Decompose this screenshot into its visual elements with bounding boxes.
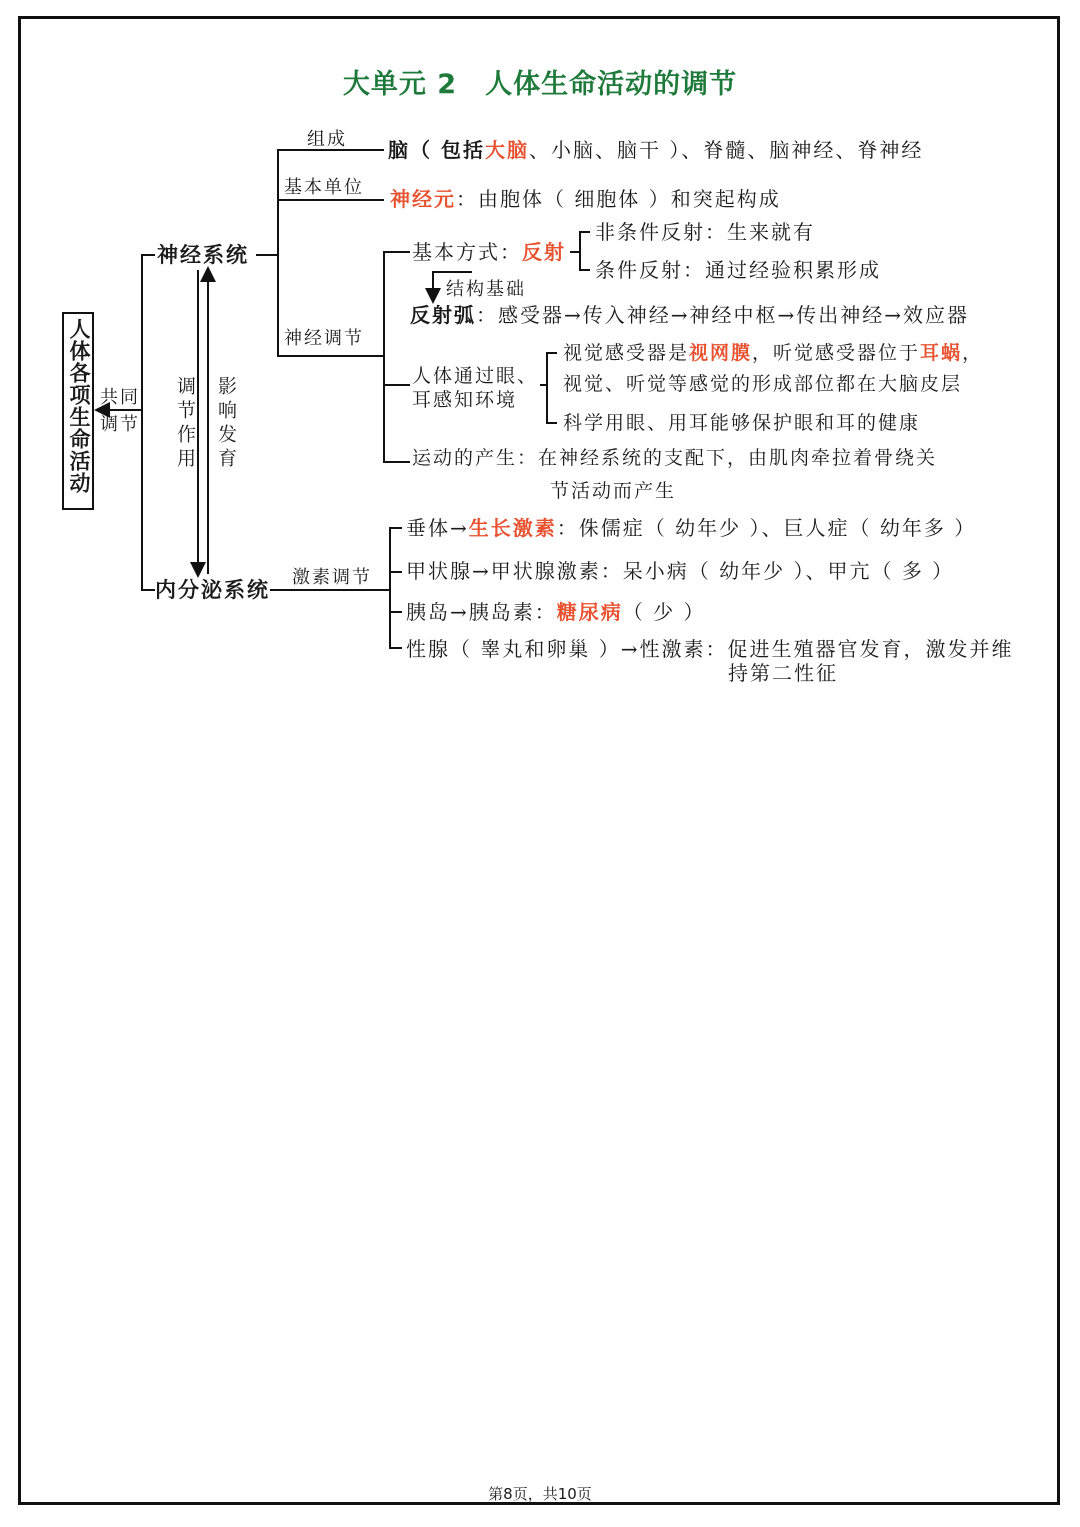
common-label-2: 调节: [100, 414, 140, 435]
structure-basis-label: 结构基础: [446, 279, 526, 300]
movement-line-2: 节活动而产生: [550, 480, 677, 502]
senses-label-1: 人体通过眼、: [412, 365, 539, 387]
sense-protect: 科学用眼、用耳能够保护眼和耳的健康: [563, 412, 921, 434]
nervous-system-label: 神经系统: [157, 243, 249, 267]
thyroid-row: 甲状腺→甲状腺激素：呆小病（ 幼年少 ）、甲亢（ 多 ）: [406, 559, 955, 583]
page-title: 大单元 2 人体生命活动的调节: [342, 69, 738, 100]
sense-cortex: 视觉、听觉等感觉的形成部位都在大脑皮层: [563, 373, 963, 395]
highlight-reflex: 反射: [522, 240, 566, 264]
unconditioned-reflex: 非条件反射：生来就有: [595, 220, 815, 244]
senses-label-2: 耳感知环境: [412, 389, 518, 411]
gonads-row-2: 持第二性征: [728, 661, 838, 685]
gonads-row-1: 性腺（ 睾丸和卵巢 ）→性激素：促进生殖器官发育，激发并维: [406, 637, 1014, 661]
page-number: 第8页，共10页: [488, 1485, 592, 1503]
highlight-retina: 视网膜: [689, 342, 753, 364]
highlight-diabetes: 糖尿病: [556, 600, 623, 624]
neural-regulation-label: 神经调节: [284, 328, 364, 349]
common-label-1: 共同: [100, 387, 140, 408]
reflex-arc: 反射弧：感受器→传入神经→神经中枢→传出神经→效应器: [410, 303, 970, 327]
highlight-brain: 大脑: [484, 138, 529, 162]
regulate-arrow-label: 调节作用: [174, 376, 196, 472]
pituitary-row: 垂体→生长激素：侏儒症（ 幼年少 ）、巨人症（ 幼年多 ）: [406, 516, 977, 540]
root-label: 人体各项生命活动: [67, 318, 91, 494]
highlight-cochlea: 耳蜗: [920, 342, 963, 364]
composition-text: 脑（ 包括大脑、小脑、脑干 ）、脊髓、脑神经、脊神经: [388, 138, 924, 162]
unit-text: 神经元：由胞体（ 细胞体 ）和突起构成: [390, 187, 781, 211]
composition-label: 组成: [307, 129, 347, 150]
endocrine-system-label: 内分泌系统: [155, 578, 270, 602]
hormone-regulation-label: 激素调节: [292, 567, 372, 588]
conditioned-reflex: 条件反射：通过经验积累形成: [595, 258, 881, 282]
vision-receptor: 视觉感受器是视网膜，听觉感受器位于耳蜗，: [563, 342, 984, 364]
pancreas-row: 胰岛→胰岛素：糖尿病（ 少 ）: [406, 600, 706, 624]
highlight-growth-hormone: 生长激素: [468, 516, 557, 540]
influence-arrow-label: 影响发育: [215, 376, 237, 472]
highlight-neuron: 神经元: [390, 187, 456, 211]
basic-mode: 基本方式：反射: [412, 240, 566, 264]
unit-label: 基本单位: [284, 177, 364, 198]
root-node: [62, 312, 94, 510]
movement-line-1: 运动的产生：在神经系统的支配下，由肌肉牵拉着骨绕关: [412, 447, 938, 469]
